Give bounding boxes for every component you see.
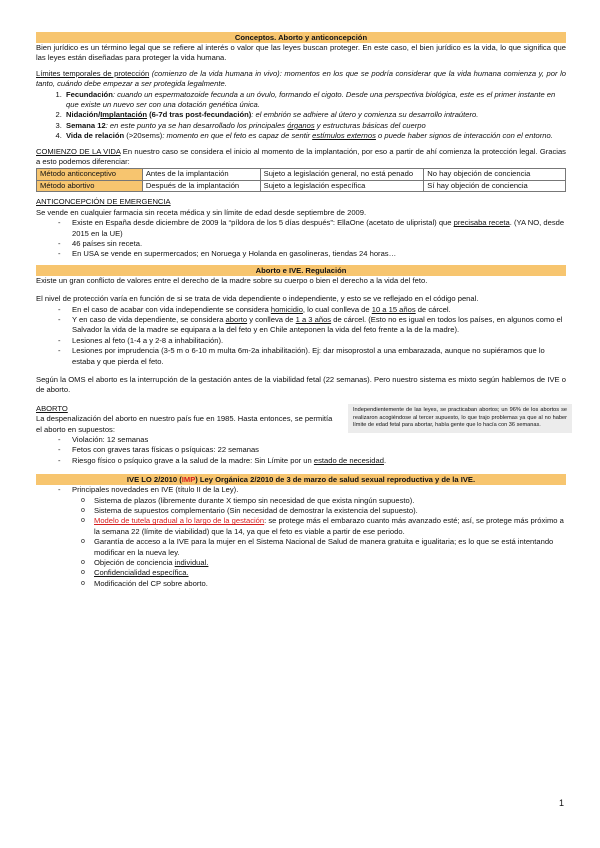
ive-list (36, 485, 566, 589)
section-title-ive-lo: IVE LO 2/2010 (IMP) Ley Orgánica 2/2010 de 3 de marzo de salud sexual reproductiva y de la IVE. (36, 474, 566, 485)
list-item: - 46 países sin receta. (72, 239, 566, 249)
aborto-block (36, 404, 566, 466)
limites-heading: Límites temporales de protección (36, 68, 150, 78)
emergencia-intro: Se vende en cualquier farmacia sin receta médica y sin límite de edad desde septiembre de 2009. (36, 207, 367, 217)
list-item: - Riesgo físico o psíquico grave a la salud de la madre: Sin Límite por un estado de necesidad. (72, 456, 566, 466)
emergencia-list (36, 218, 566, 260)
list-item: - Principales novedades en IVE (título II de la Ley). o Sistema de plazos (libremente durante X tiempo sin necesidad de que exista ningún supuesto). o Sistema de supuestos complementario (Sin necesidad de demostrar la existencia del supuesto). o Modelo de tutela gradual a lo largo de la gestación: se protege más el embarazo cuanto más avanzado esté; así, se protege más próximo a la semana 22 (límite de viabilidad) que la 14, ya que el feto es viable a partir de ese periodo. o Garantía de acceso a la IVE para la mujer en el Sistema Nacional de Salud de manera gratuita e igualitaria; es lo que se está intentando modificar en la nueva ley. o Objeción de conciencia individual. o Confidencialidad específica. o Modificación del CP sobre aborto. (72, 485, 566, 589)
list-item: o Garantía de acceso a la IVE para la mujer en el Sistema Nacional de Salud de manera gratuita e igualitaria; es lo que se está intentando modificar en la nueva ley. (94, 537, 566, 558)
novedades-list (72, 496, 566, 590)
section-title-aborto-ive: Aborto e IVE. Regulación (36, 265, 566, 276)
list-item: - Lesiones por imprudencia (3-5 m o 6-10 m multa 6m-2a inhabilitación). Ej: dar misoprostol a una embarazada, aunque no supiéramos que lo estaba y que pierda el feto. (72, 346, 566, 367)
emergencia-heading: ANTICONCEPCIÓN DE EMERGENCIA (36, 197, 171, 207)
comienzo-heading: COMIENZO DE LA VIDA (36, 146, 121, 156)
list-item: 4. Vida de relación (>20sems): momento en que el feto es capaz de sentir estímulos externos o puede haber signos de interacción con el entorno. (64, 131, 566, 141)
codigo-penal-list (36, 305, 566, 367)
document-page (36, 32, 566, 589)
list-item: - Lesiones al feto (1-4 a y 2-8 a inhabilitación). (72, 336, 566, 346)
paragraph-nivel: El nivel de protección varía en función de si se trata de vida dependiente o independiente, y esto se ve reflejado en el código penal. (36, 294, 479, 304)
list-item: - Existe en España desde diciembre de 2009 la “píldora de los 5 días después”: EllaOne (acetato de ulipristal) que precisaba receta. (YA NO, desde 2015 en la UE) (72, 218, 566, 239)
metodos-table (36, 168, 566, 192)
table-cell: Después de la implantación (142, 180, 260, 191)
list-item: 2. Nidación/Implantación (6-7d tras post-fecundación): el embrión se adhiere al útero y comienza su desarrollo intraútero. (64, 110, 566, 120)
table-row (37, 180, 566, 191)
supuestos-list (36, 435, 566, 466)
list-item: - En el caso de acabar con vida independiente se considera homicidio, lo cual conlleva de 10 a 15 años de cárcel. (72, 305, 566, 315)
table-cell: Sujeto a legislación específica (260, 180, 424, 191)
list-item: - Y en caso de vida dependiente, se considera aborto y conlleva de 1 a 3 años de cárcel. (Esto no es igual en todos los países, en algunos como el Salvador la vida de la madre se equipara a la del feto y en Chile anteponen la vida del feto frente a la de la madre). (72, 315, 566, 336)
list-item: o Confidencialidad específica. (94, 568, 566, 578)
paragraph-conflicto: Existe un gran conflicto de valores entre el derecho de la madre sobre su cuerpo o bien el derecho a la vida del feto. (36, 275, 428, 285)
section-title-conceptos: Conceptos. Aborto y anticoncepción (36, 32, 566, 43)
paragraph-oms: Según la OMS el aborto es la interrupción de la gestación antes de la viabilidad fetal (22 semanas). Pero nuestro sistema es mixto según hablemos de IVE o de aborto. (36, 374, 566, 395)
table-cell: Antes de la implantación (142, 169, 260, 180)
list-item: o Objeción de conciencia individual. (94, 558, 566, 568)
limites-list (36, 90, 566, 142)
table-cell: Sí hay objeción de conciencia (424, 180, 566, 191)
page-number: 1 (558, 798, 564, 808)
aborto-text: La despenalización del aborto en nuestro país fue en 1985. Hasta entonces, se permitía el aborto en supuestos: (36, 414, 333, 434)
list-item: o Modelo de tutela gradual a lo largo de la gestación: se protege más el embarazo cuanto más avanzado esté; así, se protege más próximo a la semana 22 (límite de viabilidad) que la 14, ya que el feto es viable a partir de ese periodo. (94, 516, 566, 537)
table-cell: Sujeto a legislación general, no está penado (260, 169, 424, 180)
paragraph-comienzo: COMIENZO DE LA VIDA En nuestro caso se considera el inicio al momento de la implantación, por eso a partir de ahí comienza la protección legal. Gracias a esto podemos diferenciar: (36, 146, 566, 167)
aborto-content (36, 404, 336, 435)
limites-text: (comienzo de la vida humana in vivo): momentos en los que se podría considerar que la vida humana comienza y, por lo tanto, cuándo debe empezar a ser protegida legalmente. (36, 68, 566, 89)
list-item: o Sistema de supuestos complementario (Sin necesidad de demostrar la existencia del supuesto). (94, 506, 566, 516)
table-cell: Método abortivo (37, 180, 143, 191)
table-cell: No hay objeción de conciencia (424, 169, 566, 180)
list-item: - Fetos con graves taras físicas o psíquicas: 22 semanas (72, 445, 566, 455)
list-item: 1. Fecundación: cuando un espermatozoide fecunda a un óvulo, formando el cigoto. Desde una perspectiva biológica, este es el primer instante en que existe un nuevo ser con una dotación genética única. (64, 90, 566, 111)
list-item: 3. Semana 12: en este punto ya se han desarrollado los principales órganos y estructuras básicas del cuerpo (64, 121, 566, 131)
list-item: o Sistema de plazos (libremente durante X tiempo sin necesidad de que exista ningún supuesto). (94, 496, 566, 506)
table-cell: Método anticonceptivo (37, 169, 143, 180)
list-item: o Modificación del CP sobre aborto. (94, 579, 566, 589)
paragraph-bien-juridico: Bien jurídico es un término legal que se refiere al interés o valor que las leyes buscan proteger. En este caso, el bien jurídico es la vida, lo que significa que las leyes están diseñadas para proteger la vida humana. (36, 43, 566, 63)
list-item: - Violación: 12 semanas (72, 435, 566, 445)
paragraph-limites (36, 69, 566, 90)
table-row (37, 169, 566, 180)
aborto-heading: ABORTO (36, 403, 68, 413)
side-note: Independientemente de las leyes, se practicaban abortos; un 96% de los abortos se realizaron acogiéndose al tercer supuesto, lo que trajo problemas ya que al no haber límite de edad fetal para abortar, había gente que lo hacía con 36 semanas. (348, 404, 572, 433)
list-item: - En USA se vende en supermercados; en Noruega y Holanda en gasolineras, tiendas 24 horas… (72, 249, 566, 259)
